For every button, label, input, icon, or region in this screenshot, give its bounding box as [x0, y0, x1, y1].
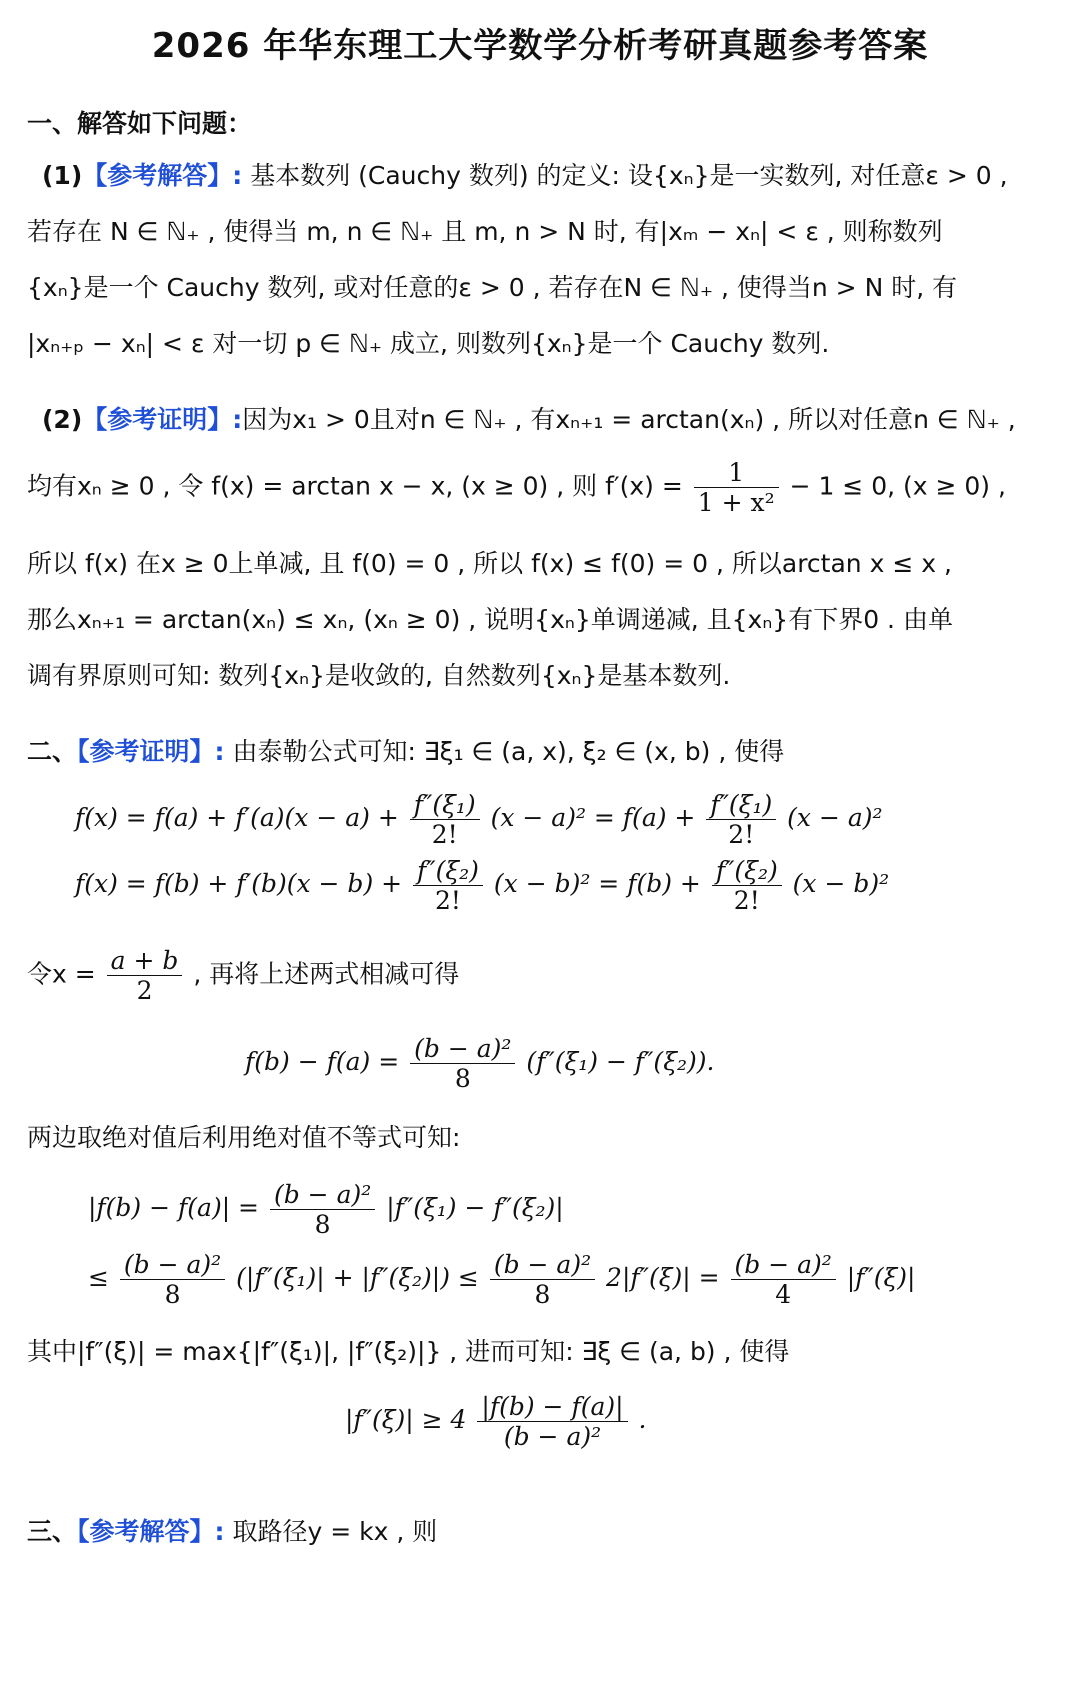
eq5-leq: ≤ — [88, 1263, 109, 1292]
eq4-left: |f(b) − f(a)| = — [88, 1193, 260, 1222]
fraction-denominator: 8 — [410, 1063, 515, 1093]
let-x-line — [27, 946, 1060, 1005]
section-3-line — [27, 1512, 1060, 1548]
fraction-numerator: (b − a)² — [414, 1034, 512, 1063]
fraction-denominator: 8 — [120, 1279, 225, 1309]
fraction-numerator: f″(ξ₂) — [417, 856, 479, 885]
problem-1-label: (1) — [42, 161, 83, 190]
fraction-numerator: f″(ξ₁) — [413, 790, 476, 819]
proof-tag: 【参考证明】: — [77, 737, 225, 766]
fraction-numerator: (b − a)² — [734, 1250, 832, 1279]
section-2-intro — [27, 732, 1060, 768]
eq1-fraction-2 — [706, 790, 776, 849]
where-max-line: 其中|f″(ξ)| = max{|f″(ξ₁)|, |f″(ξ₂)|} , 进而可知: ∃ξ ∈ (a, b) , 使得 — [27, 1337, 790, 1366]
fraction-denominator: (b − a)² — [477, 1421, 627, 1451]
eq1-left: f(x) = f(a) + f′(a)(x − a) + — [75, 803, 399, 832]
fraction-denominator: 8 — [490, 1279, 595, 1309]
answer-tag: 【参考解答】: — [77, 1517, 225, 1546]
fraction-numerator: (b − a)² — [273, 1180, 372, 1209]
fraction-denominator: 2! — [410, 819, 480, 849]
section-2-heading: 二、 — [27, 737, 78, 766]
absolute-inequality-1 — [88, 1180, 564, 1239]
eq2-left: f(x) = f(b) + f′(b)(x − b) + — [75, 869, 403, 898]
answer-tag: 【参考解答】: — [82, 161, 243, 190]
eq5-right: |f″(ξ)| — [846, 1263, 916, 1292]
absolute-value-text: 两边取绝对值后利用绝对值不等式可知: — [27, 1123, 461, 1152]
p2-text-2 — [27, 458, 1060, 517]
eq5-fraction-1 — [120, 1250, 225, 1309]
taylor-equation-1 — [75, 790, 883, 849]
eq1-fraction — [410, 790, 480, 849]
difference-equation — [245, 1034, 714, 1093]
problem-2-line-1 — [42, 400, 1060, 436]
let-x-after: , 再将上述两式相减可得 — [193, 959, 460, 989]
section-3-heading: 三、 — [27, 1517, 78, 1546]
p1-text-1: 基本数列 (Cauchy 数列) 的定义: 设{xₙ}是一实数列, 对任意ε > 0 , — [242, 161, 1008, 190]
eq3-left: f(b) − f(a) = — [245, 1047, 400, 1076]
eq4-fraction — [270, 1180, 375, 1239]
fraction-numerator: (b − a)² — [493, 1250, 592, 1279]
fraction-denominator: 2 — [107, 975, 183, 1005]
let-x-text: 令x = — [27, 959, 96, 989]
eq6-period: . — [638, 1405, 647, 1434]
p2-text-2a: 均有xₙ ≥ 0 , 令 f(x) = arctan x − x, (x ≥ 0) , 则 f′(x) = — [27, 471, 683, 501]
eq2-right: (x − b)² — [792, 869, 890, 898]
fraction-denominator: 2! — [706, 819, 776, 849]
fraction-denominator: 2! — [413, 885, 483, 915]
problem-1-line-1 — [42, 156, 1060, 192]
p1-text-2: 若存在 N ∈ ℕ₊ , 使得当 m, n ∈ ℕ₊ 且 m, n > N 时, 有|xₘ − xₙ| < ε , 则称数列 — [27, 217, 943, 246]
fraction-numerator: (b − a)² — [123, 1250, 222, 1279]
eq3-right: (f″(ξ₁) − f″(ξ₂)). — [526, 1047, 715, 1076]
proof-tag: 【参考证明】: — [82, 405, 243, 434]
page-title: 2026 年华东理工大学数学分析考研真题参考答案 — [151, 26, 929, 66]
fraction-denominator: 4 — [731, 1279, 836, 1309]
eq6-fraction — [477, 1392, 627, 1451]
eq2-fraction-2 — [712, 856, 782, 915]
eq3-fraction — [410, 1034, 515, 1093]
p2-text-5: 调有界原则可知: 数列{xₙ}是收敛的, 自然数列{xₙ}是基本数列. — [27, 661, 731, 690]
eq2-mid: (x − b)² = f(b) + — [493, 869, 701, 898]
p2-text-1: 因为x₁ > 0且对n ∈ ℕ₊ , 有xₙ₊₁ = arctan(xₙ) , 所以对任意n ∈ ℕ₊ , — [242, 405, 1016, 434]
fraction-numerator: 1 — [728, 458, 745, 487]
eq5-fraction-2 — [490, 1250, 595, 1309]
p2-text-2b: − 1 ≤ 0, (x ≥ 0) , — [789, 471, 1006, 501]
p2-text-4: 那么xₙ₊₁ = arctan(xₙ) ≤ xₙ, (xₙ ≥ 0) , 说明{xₙ}单调递减, 且{xₙ}有下界0 . 由单 — [27, 605, 953, 634]
fraction-numerator: |f(b) − f(a)| — [481, 1392, 624, 1421]
eq2-fraction — [413, 856, 483, 915]
section-3-text: 取路径y = kx , 则 — [224, 1517, 438, 1546]
final-inequality — [345, 1392, 646, 1451]
eq6-left: |f″(ξ)| ≥ 4 — [345, 1405, 467, 1434]
problem-2-label: (2) — [42, 405, 83, 434]
section-1-heading: 一、解答如下问题： — [27, 109, 253, 138]
eq5-fraction-3 — [731, 1250, 836, 1309]
eq5-mid: (|f″(ξ₁)| + |f″(ξ₂)|) ≤ — [236, 1263, 479, 1292]
p1-text-3: {xₙ}是一个 Cauchy 数列, 或对任意的ε > 0 , 若存在N ∈ ℕ₊ , 使得当n > N 时, 有 — [27, 273, 958, 302]
p2-text-3: 所以 f(x) 在x ≥ 0上单减, 且 f(0) = 0 , 所以 f(x) ≤ f(0) = 0 , 所以arctan x ≤ x , — [27, 549, 952, 578]
eq4-right: |f″(ξ₁) − f″(ξ₂)| — [386, 1193, 564, 1222]
fraction-1-over-1-plus-x2 — [694, 458, 779, 517]
fraction-numerator: a + b — [110, 946, 179, 975]
eq5-mid-2: 2|f″(ξ)| = — [606, 1263, 720, 1292]
fraction-numerator: f″(ξ₁) — [710, 790, 773, 819]
fraction-numerator: f″(ξ₂) — [715, 856, 778, 885]
fraction-denominator: 1 + x² — [694, 487, 779, 517]
fraction-denominator: 8 — [270, 1209, 375, 1239]
taylor-equation-2 — [75, 856, 889, 915]
eq1-right: (x − a)² — [787, 803, 883, 832]
let-x-fraction — [107, 946, 183, 1005]
fraction-denominator: 2! — [712, 885, 782, 915]
section-2-intro-text: 由泰勒公式可知: ∃ξ₁ ∈ (a, x), ξ₂ ∈ (x, b) , 使得 — [224, 737, 785, 766]
p1-text-4: |xₙ₊ₚ − xₙ| < ε 对一切 p ∈ ℕ₊ 成立, 则数列{xₙ}是一个 Cauchy 数列. — [27, 329, 830, 358]
eq1-mid: (x − a)² = f(a) + — [490, 803, 696, 832]
absolute-inequality-2 — [88, 1250, 915, 1309]
